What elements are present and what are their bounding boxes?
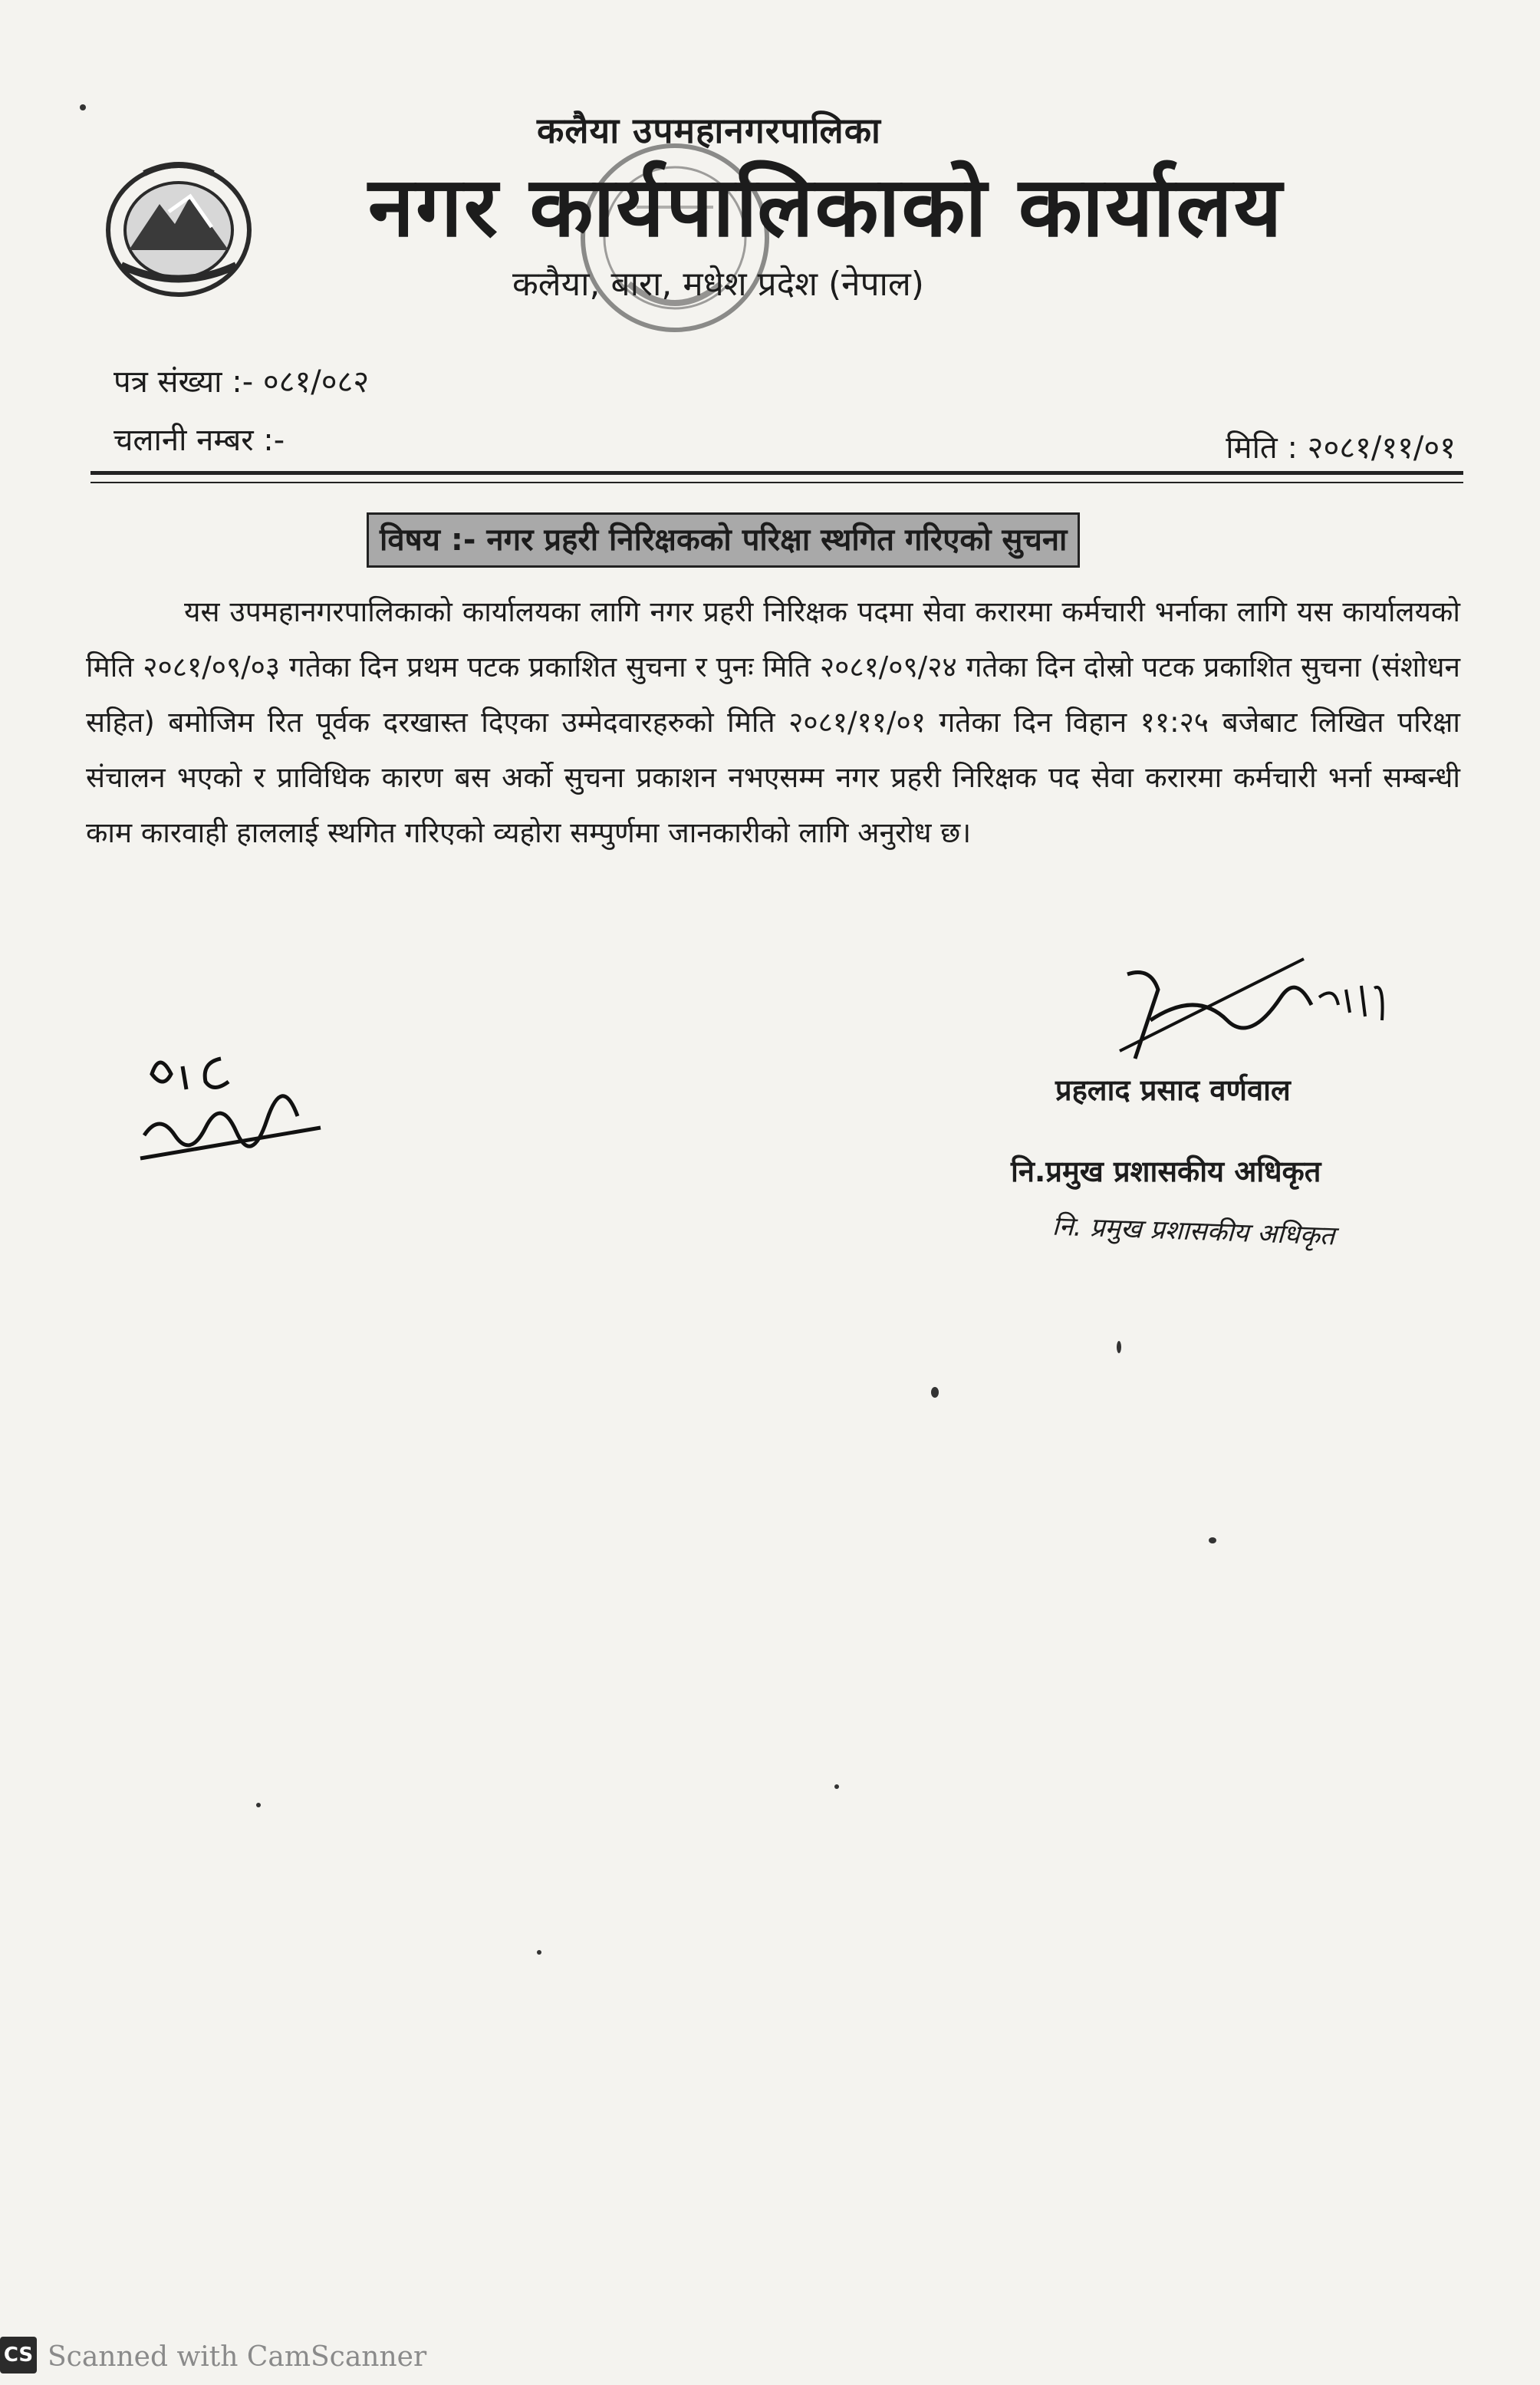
notice-body: यस उपमहानगरपालिकाको कार्यालयका लागि नगर प्रहरी निरिक्षक पदमा सेवा करारमा कर्मचारी भर्नाका लागि यस कार्यालयको मिति २०८१/०९/०३ गतेका दिन प्रथम पटक प्रकाशित सुचना र पुनः मिति २०८१/०९/२४ गतेका दिन दोस्रो पटक प्रकाशित सुचना (संशोधन सहित) बमोजिम रित पूर्वक दरखास्त दिएका उम्मेदवारहरुको मिति २०८१/११/०१ गतेका दिन विहान ११:२५ बजेबाट लिखित परिक्षा संचालन भएको र प्राविधिक कारण बस अर्को सुचना प्रकाशन नभएसम्म नगर प्रहरी निरिक्षक पद सेवा करारमा कर्मचारी भर्ना सम्बन्धी काम कारवाही हाललाई स्थगित गरिएको व्यहोरा सम्पुर्णमा जानकारीको लागि अनुरोध छ। [86,595,1460,849]
paper-speck [1209,1537,1216,1543]
office-title: नगर कार्यपालिकाको कार्यालय [368,160,1284,255]
camscanner-logo: CS [0,2337,37,2373]
paper-speck [537,1950,541,1955]
paper-speck [80,104,86,110]
header-divider-thick [90,471,1463,475]
reference-number: पत्र संख्या :- ०८१/०८२ [114,364,370,400]
signature-handwriting-icon [1104,944,1396,1074]
signatory-stamp: नि. प्रमुख प्रशासकीय अधिकृत [1051,1211,1336,1252]
paper-speck [931,1387,939,1398]
subject-line: विषय :- नगर प्रहरी निरिक्षकको परिक्षा स्थगित गरिएको सुचना [367,512,1080,568]
letter-date: मिति : २०८१/११/०१ [1226,430,1456,466]
paper-speck [1117,1341,1121,1353]
office-address: कलैया, बारा, मधेश प्रदेश (नेपाल) [512,265,924,304]
header-divider-thin [90,482,1463,483]
paper-speck [834,1784,839,1789]
dispatch-number: चलानी नम्बर :- [114,423,285,458]
paper-speck [256,1803,261,1807]
nepal-emblem-icon [98,150,259,301]
signatory-name: प्रहलाद प्रसाद वर्णवाल [1055,1073,1291,1107]
municipality-name: कलैया उपमहानगरपालिका [537,110,881,151]
scanner-watermark: Scanned with CamScanner [48,2341,427,2373]
signatory-title: नि.प्रमुख प्रशासकीय अधिकृत [1011,1155,1321,1188]
initials-handwriting-icon [129,1043,344,1197]
